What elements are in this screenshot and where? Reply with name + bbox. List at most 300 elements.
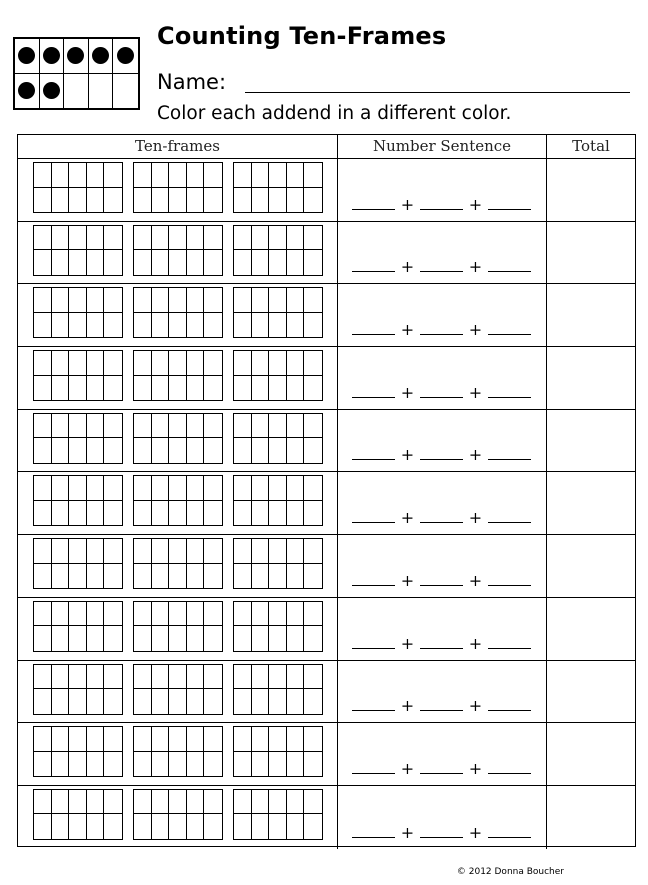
addend-blank[interactable]	[420, 647, 463, 649]
ten-frame-cell[interactable]	[87, 790, 105, 815]
ten-frame-cell[interactable]	[269, 727, 287, 752]
ten-frame-cell[interactable]	[234, 476, 252, 501]
ten-frame-cell[interactable]	[104, 689, 122, 714]
ten-frame-cell[interactable]	[269, 163, 287, 188]
ten-frame-cell[interactable]	[52, 752, 70, 777]
ten-frame-cell[interactable]	[187, 288, 205, 313]
ten-frame-cell[interactable]	[169, 476, 187, 501]
ten-frame-cell[interactable]	[169, 351, 187, 376]
ten-frame[interactable]	[133, 162, 223, 213]
ten-frame-cell[interactable]	[87, 564, 105, 589]
ten-frame-cell[interactable]	[69, 539, 87, 564]
ten-frame-cell[interactable]	[34, 790, 52, 815]
ten-frame-cell[interactable]	[287, 351, 305, 376]
addend-blank[interactable]	[488, 647, 531, 649]
ten-frame-cell[interactable]	[287, 689, 305, 714]
ten-frame-cell[interactable]	[152, 288, 170, 313]
ten-frame-cell[interactable]	[152, 752, 170, 777]
ten-frame-cell[interactable]	[87, 226, 105, 251]
ten-frame-cell[interactable]	[152, 351, 170, 376]
ten-frame-cell[interactable]	[87, 438, 105, 463]
ten-frame-cell[interactable]	[69, 665, 87, 690]
ten-frame[interactable]	[133, 350, 223, 401]
ten-frame-cell[interactable]	[204, 351, 222, 376]
total-cell[interactable]	[547, 598, 635, 660]
ten-frame-cell[interactable]	[252, 250, 270, 275]
ten-frame[interactable]	[33, 726, 123, 777]
ten-frame-cell[interactable]	[252, 188, 270, 213]
ten-frame-cell[interactable]	[87, 313, 105, 338]
ten-frame-cell[interactable]	[69, 414, 87, 439]
ten-frame-cell[interactable]	[52, 414, 70, 439]
addend-blank[interactable]	[352, 836, 395, 838]
ten-frame-cell[interactable]	[152, 188, 170, 213]
ten-frame-cell[interactable]	[152, 814, 170, 839]
ten-frame-cell[interactable]	[287, 226, 305, 251]
ten-frame-cell[interactable]	[304, 163, 322, 188]
ten-frame-cell[interactable]	[252, 288, 270, 313]
ten-frame-cell[interactable]	[187, 626, 205, 651]
ten-frame-cell[interactable]	[304, 689, 322, 714]
addend-blank[interactable]	[352, 270, 395, 272]
ten-frame-cell[interactable]	[134, 376, 152, 401]
addend-blank[interactable]	[488, 584, 531, 586]
ten-frame-cell[interactable]	[287, 414, 305, 439]
ten-frame-cell[interactable]	[52, 226, 70, 251]
ten-frame-cell[interactable]	[252, 539, 270, 564]
ten-frame-cell[interactable]	[204, 790, 222, 815]
ten-frame-cell[interactable]	[169, 727, 187, 752]
ten-frame-cell[interactable]	[34, 288, 52, 313]
addend-blank[interactable]	[420, 584, 463, 586]
ten-frame-cell[interactable]	[69, 752, 87, 777]
ten-frame-cell[interactable]	[269, 626, 287, 651]
ten-frame-cell[interactable]	[304, 351, 322, 376]
ten-frame-cell[interactable]	[234, 689, 252, 714]
ten-frame-cell[interactable]	[269, 814, 287, 839]
ten-frame-cell[interactable]	[34, 814, 52, 839]
ten-frame-cell[interactable]	[304, 539, 322, 564]
ten-frame-cell[interactable]	[304, 414, 322, 439]
ten-frame-cell[interactable]	[152, 539, 170, 564]
total-cell[interactable]	[547, 723, 635, 785]
ten-frame-cell[interactable]	[287, 814, 305, 839]
ten-frame-cell[interactable]	[34, 626, 52, 651]
ten-frame-cell[interactable]	[187, 476, 205, 501]
ten-frame-cell[interactable]	[69, 313, 87, 338]
ten-frame-cell[interactable]	[87, 163, 105, 188]
ten-frame-cell[interactable]	[152, 727, 170, 752]
ten-frame-cell[interactable]	[34, 163, 52, 188]
ten-frame-cell[interactable]	[269, 790, 287, 815]
ten-frame-cell[interactable]	[269, 602, 287, 627]
addend-blank[interactable]	[488, 208, 531, 210]
ten-frame-cell[interactable]	[169, 790, 187, 815]
total-cell[interactable]	[547, 222, 635, 284]
addend-blank[interactable]	[488, 270, 531, 272]
ten-frame-cell[interactable]	[204, 727, 222, 752]
addend-blank[interactable]	[352, 647, 395, 649]
ten-frame-cell[interactable]	[169, 438, 187, 463]
ten-frame-cell[interactable]	[287, 438, 305, 463]
ten-frame[interactable]	[233, 664, 323, 715]
ten-frame-cell[interactable]	[87, 414, 105, 439]
ten-frame-cell[interactable]	[169, 288, 187, 313]
ten-frame-cell[interactable]	[234, 626, 252, 651]
ten-frame-cell[interactable]	[152, 626, 170, 651]
ten-frame-cell[interactable]	[187, 790, 205, 815]
ten-frame-cell[interactable]	[134, 814, 152, 839]
ten-frame[interactable]	[33, 664, 123, 715]
ten-frame-cell[interactable]	[187, 727, 205, 752]
ten-frame[interactable]	[133, 225, 223, 276]
ten-frame-cell[interactable]	[134, 438, 152, 463]
addend-blank[interactable]	[420, 270, 463, 272]
ten-frame[interactable]	[133, 789, 223, 840]
ten-frame-cell[interactable]	[287, 288, 305, 313]
ten-frame-cell[interactable]	[204, 376, 222, 401]
ten-frame-cell[interactable]	[252, 351, 270, 376]
ten-frame-cell[interactable]	[234, 376, 252, 401]
ten-frame-cell[interactable]	[69, 250, 87, 275]
ten-frame[interactable]	[233, 726, 323, 777]
ten-frame-cell[interactable]	[52, 476, 70, 501]
ten-frame-cell[interactable]	[234, 188, 252, 213]
ten-frame-cell[interactable]	[204, 539, 222, 564]
ten-frame-cell[interactable]	[234, 438, 252, 463]
ten-frame-cell[interactable]	[269, 288, 287, 313]
ten-frame-cell[interactable]	[169, 665, 187, 690]
ten-frame-cell[interactable]	[69, 626, 87, 651]
ten-frame-cell[interactable]	[134, 539, 152, 564]
ten-frame-cell[interactable]	[169, 376, 187, 401]
ten-frame-cell[interactable]	[52, 188, 70, 213]
ten-frame-cell[interactable]	[34, 376, 52, 401]
ten-frame-cell[interactable]	[234, 564, 252, 589]
ten-frame-cell[interactable]	[204, 414, 222, 439]
ten-frame-cell[interactable]	[269, 564, 287, 589]
ten-frame-cell[interactable]	[152, 313, 170, 338]
ten-frame-cell[interactable]	[104, 501, 122, 526]
ten-frame-cell[interactable]	[234, 539, 252, 564]
ten-frame-cell[interactable]	[252, 163, 270, 188]
name-field[interactable]	[245, 92, 630, 93]
ten-frame[interactable]	[233, 162, 323, 213]
ten-frame-cell[interactable]	[69, 790, 87, 815]
ten-frame-cell[interactable]	[204, 626, 222, 651]
ten-frame-cell[interactable]	[287, 539, 305, 564]
ten-frame-cell[interactable]	[269, 250, 287, 275]
ten-frame[interactable]	[133, 726, 223, 777]
ten-frame-cell[interactable]	[52, 602, 70, 627]
ten-frame-cell[interactable]	[187, 814, 205, 839]
ten-frame-cell[interactable]	[52, 626, 70, 651]
ten-frame-cell[interactable]	[87, 814, 105, 839]
ten-frame-cell[interactable]	[34, 188, 52, 213]
addend-blank[interactable]	[420, 396, 463, 398]
addend-blank[interactable]	[488, 772, 531, 774]
ten-frame-cell[interactable]	[134, 163, 152, 188]
ten-frame-cell[interactable]	[304, 626, 322, 651]
ten-frame-cell[interactable]	[52, 438, 70, 463]
ten-frame-cell[interactable]	[252, 501, 270, 526]
ten-frame-cell[interactable]	[304, 814, 322, 839]
ten-frame-cell[interactable]	[34, 476, 52, 501]
ten-frame-cell[interactable]	[287, 665, 305, 690]
ten-frame[interactable]	[33, 475, 123, 526]
ten-frame-cell[interactable]	[269, 351, 287, 376]
ten-frame-cell[interactable]	[34, 313, 52, 338]
ten-frame-cell[interactable]	[204, 313, 222, 338]
addend-blank[interactable]	[352, 709, 395, 711]
ten-frame-cell[interactable]	[87, 665, 105, 690]
ten-frame-cell[interactable]	[169, 501, 187, 526]
ten-frame-cell[interactable]	[104, 288, 122, 313]
ten-frame-cell[interactable]	[34, 727, 52, 752]
ten-frame-cell[interactable]	[252, 689, 270, 714]
ten-frame-cell[interactable]	[134, 250, 152, 275]
addend-blank[interactable]	[352, 521, 395, 523]
ten-frame-cell[interactable]	[87, 501, 105, 526]
ten-frame-cell[interactable]	[269, 476, 287, 501]
ten-frame-cell[interactable]	[187, 438, 205, 463]
ten-frame-cell[interactable]	[204, 752, 222, 777]
ten-frame-cell[interactable]	[204, 438, 222, 463]
ten-frame-cell[interactable]	[152, 476, 170, 501]
ten-frame-cell[interactable]	[287, 313, 305, 338]
ten-frame-cell[interactable]	[134, 501, 152, 526]
ten-frame-cell[interactable]	[304, 727, 322, 752]
ten-frame-cell[interactable]	[304, 501, 322, 526]
ten-frame[interactable]	[133, 664, 223, 715]
ten-frame-cell[interactable]	[104, 438, 122, 463]
ten-frame-cell[interactable]	[52, 727, 70, 752]
ten-frame[interactable]	[233, 601, 323, 652]
ten-frame-cell[interactable]	[169, 539, 187, 564]
ten-frame[interactable]	[233, 789, 323, 840]
ten-frame-cell[interactable]	[187, 665, 205, 690]
ten-frame-cell[interactable]	[52, 814, 70, 839]
ten-frame-cell[interactable]	[304, 752, 322, 777]
ten-frame[interactable]	[233, 350, 323, 401]
total-cell[interactable]	[547, 410, 635, 472]
ten-frame-cell[interactable]	[204, 814, 222, 839]
ten-frame-cell[interactable]	[269, 752, 287, 777]
ten-frame-cell[interactable]	[104, 376, 122, 401]
addend-blank[interactable]	[420, 709, 463, 711]
ten-frame[interactable]	[133, 475, 223, 526]
ten-frame-cell[interactable]	[34, 752, 52, 777]
ten-frame-cell[interactable]	[252, 602, 270, 627]
ten-frame-cell[interactable]	[34, 689, 52, 714]
ten-frame-cell[interactable]	[34, 250, 52, 275]
ten-frame-cell[interactable]	[104, 476, 122, 501]
ten-frame-cell[interactable]	[34, 665, 52, 690]
ten-frame-cell[interactable]	[69, 501, 87, 526]
ten-frame[interactable]	[133, 538, 223, 589]
ten-frame[interactable]	[233, 413, 323, 464]
ten-frame-cell[interactable]	[104, 226, 122, 251]
ten-frame-cell[interactable]	[234, 226, 252, 251]
ten-frame-cell[interactable]	[69, 163, 87, 188]
ten-frame-cell[interactable]	[204, 501, 222, 526]
ten-frame-cell[interactable]	[304, 188, 322, 213]
ten-frame-cell[interactable]	[287, 727, 305, 752]
ten-frame-cell[interactable]	[304, 376, 322, 401]
addend-blank[interactable]	[488, 396, 531, 398]
ten-frame[interactable]	[33, 162, 123, 213]
ten-frame-cell[interactable]	[134, 414, 152, 439]
ten-frame-cell[interactable]	[52, 665, 70, 690]
ten-frame-cell[interactable]	[34, 602, 52, 627]
ten-frame-cell[interactable]	[204, 689, 222, 714]
addend-blank[interactable]	[420, 333, 463, 335]
ten-frame[interactable]	[233, 287, 323, 338]
ten-frame-cell[interactable]	[304, 476, 322, 501]
ten-frame[interactable]	[133, 287, 223, 338]
ten-frame-cell[interactable]	[169, 313, 187, 338]
ten-frame-cell[interactable]	[134, 602, 152, 627]
ten-frame-cell[interactable]	[69, 226, 87, 251]
ten-frame-cell[interactable]	[134, 665, 152, 690]
ten-frame-cell[interactable]	[187, 351, 205, 376]
ten-frame-cell[interactable]	[69, 351, 87, 376]
ten-frame-cell[interactable]	[204, 288, 222, 313]
ten-frame-cell[interactable]	[52, 689, 70, 714]
ten-frame-cell[interactable]	[252, 790, 270, 815]
addend-blank[interactable]	[352, 333, 395, 335]
ten-frame-cell[interactable]	[104, 313, 122, 338]
ten-frame-cell[interactable]	[269, 414, 287, 439]
ten-frame-cell[interactable]	[304, 288, 322, 313]
ten-frame-cell[interactable]	[169, 602, 187, 627]
ten-frame-cell[interactable]	[134, 790, 152, 815]
ten-frame-cell[interactable]	[134, 351, 152, 376]
ten-frame-cell[interactable]	[187, 539, 205, 564]
ten-frame-cell[interactable]	[169, 226, 187, 251]
ten-frame[interactable]	[33, 225, 123, 276]
ten-frame-cell[interactable]	[169, 752, 187, 777]
ten-frame-cell[interactable]	[204, 476, 222, 501]
ten-frame-cell[interactable]	[52, 376, 70, 401]
ten-frame-cell[interactable]	[304, 665, 322, 690]
addend-blank[interactable]	[420, 836, 463, 838]
ten-frame-cell[interactable]	[234, 814, 252, 839]
total-cell[interactable]	[547, 535, 635, 597]
ten-frame-cell[interactable]	[269, 226, 287, 251]
addend-blank[interactable]	[420, 521, 463, 523]
ten-frame-cell[interactable]	[204, 163, 222, 188]
total-cell[interactable]	[547, 159, 635, 221]
ten-frame-cell[interactable]	[204, 602, 222, 627]
ten-frame-cell[interactable]	[234, 351, 252, 376]
addend-blank[interactable]	[420, 772, 463, 774]
ten-frame-cell[interactable]	[287, 626, 305, 651]
ten-frame-cell[interactable]	[304, 313, 322, 338]
ten-frame-cell[interactable]	[287, 476, 305, 501]
ten-frame-cell[interactable]	[204, 564, 222, 589]
ten-frame-cell[interactable]	[34, 564, 52, 589]
ten-frame-cell[interactable]	[187, 564, 205, 589]
ten-frame-cell[interactable]	[152, 689, 170, 714]
ten-frame[interactable]	[133, 601, 223, 652]
total-cell[interactable]	[547, 472, 635, 534]
ten-frame-cell[interactable]	[304, 250, 322, 275]
ten-frame-cell[interactable]	[87, 288, 105, 313]
ten-frame-cell[interactable]	[187, 250, 205, 275]
ten-frame[interactable]	[33, 287, 123, 338]
ten-frame-cell[interactable]	[269, 539, 287, 564]
ten-frame-cell[interactable]	[234, 313, 252, 338]
ten-frame-cell[interactable]	[152, 226, 170, 251]
ten-frame-cell[interactable]	[152, 438, 170, 463]
ten-frame-cell[interactable]	[69, 814, 87, 839]
addend-blank[interactable]	[488, 709, 531, 711]
ten-frame-cell[interactable]	[304, 226, 322, 251]
ten-frame-cell[interactable]	[234, 250, 252, 275]
addend-blank[interactable]	[352, 458, 395, 460]
ten-frame-cell[interactable]	[269, 188, 287, 213]
ten-frame-cell[interactable]	[204, 665, 222, 690]
addend-blank[interactable]	[420, 208, 463, 210]
ten-frame-cell[interactable]	[204, 250, 222, 275]
total-cell[interactable]	[547, 347, 635, 409]
ten-frame-cell[interactable]	[34, 414, 52, 439]
ten-frame[interactable]	[233, 538, 323, 589]
ten-frame-cell[interactable]	[234, 414, 252, 439]
ten-frame-cell[interactable]	[152, 564, 170, 589]
ten-frame-cell[interactable]	[287, 501, 305, 526]
ten-frame-cell[interactable]	[87, 376, 105, 401]
ten-frame-cell[interactable]	[187, 501, 205, 526]
ten-frame[interactable]	[33, 350, 123, 401]
ten-frame[interactable]	[33, 789, 123, 840]
ten-frame-cell[interactable]	[52, 313, 70, 338]
ten-frame[interactable]	[133, 413, 223, 464]
ten-frame-cell[interactable]	[187, 752, 205, 777]
ten-frame-cell[interactable]	[187, 414, 205, 439]
ten-frame-cell[interactable]	[252, 626, 270, 651]
ten-frame-cell[interactable]	[87, 626, 105, 651]
ten-frame-cell[interactable]	[269, 689, 287, 714]
ten-frame-cell[interactable]	[52, 539, 70, 564]
ten-frame-cell[interactable]	[104, 752, 122, 777]
ten-frame-cell[interactable]	[252, 814, 270, 839]
ten-frame-cell[interactable]	[69, 602, 87, 627]
ten-frame-cell[interactable]	[287, 752, 305, 777]
ten-frame-cell[interactable]	[269, 376, 287, 401]
ten-frame-cell[interactable]	[169, 689, 187, 714]
ten-frame-cell[interactable]	[87, 351, 105, 376]
ten-frame-cell[interactable]	[87, 250, 105, 275]
addend-blank[interactable]	[488, 521, 531, 523]
ten-frame-cell[interactable]	[69, 188, 87, 213]
addend-blank[interactable]	[488, 333, 531, 335]
addend-blank[interactable]	[420, 458, 463, 460]
ten-frame-cell[interactable]	[134, 226, 152, 251]
total-cell[interactable]	[547, 661, 635, 723]
ten-frame-cell[interactable]	[52, 351, 70, 376]
ten-frame-cell[interactable]	[152, 414, 170, 439]
ten-frame-cell[interactable]	[52, 790, 70, 815]
ten-frame-cell[interactable]	[52, 501, 70, 526]
total-cell[interactable]	[547, 284, 635, 346]
ten-frame-cell[interactable]	[287, 602, 305, 627]
ten-frame-cell[interactable]	[234, 602, 252, 627]
ten-frame-cell[interactable]	[234, 288, 252, 313]
ten-frame-cell[interactable]	[304, 790, 322, 815]
ten-frame-cell[interactable]	[104, 564, 122, 589]
